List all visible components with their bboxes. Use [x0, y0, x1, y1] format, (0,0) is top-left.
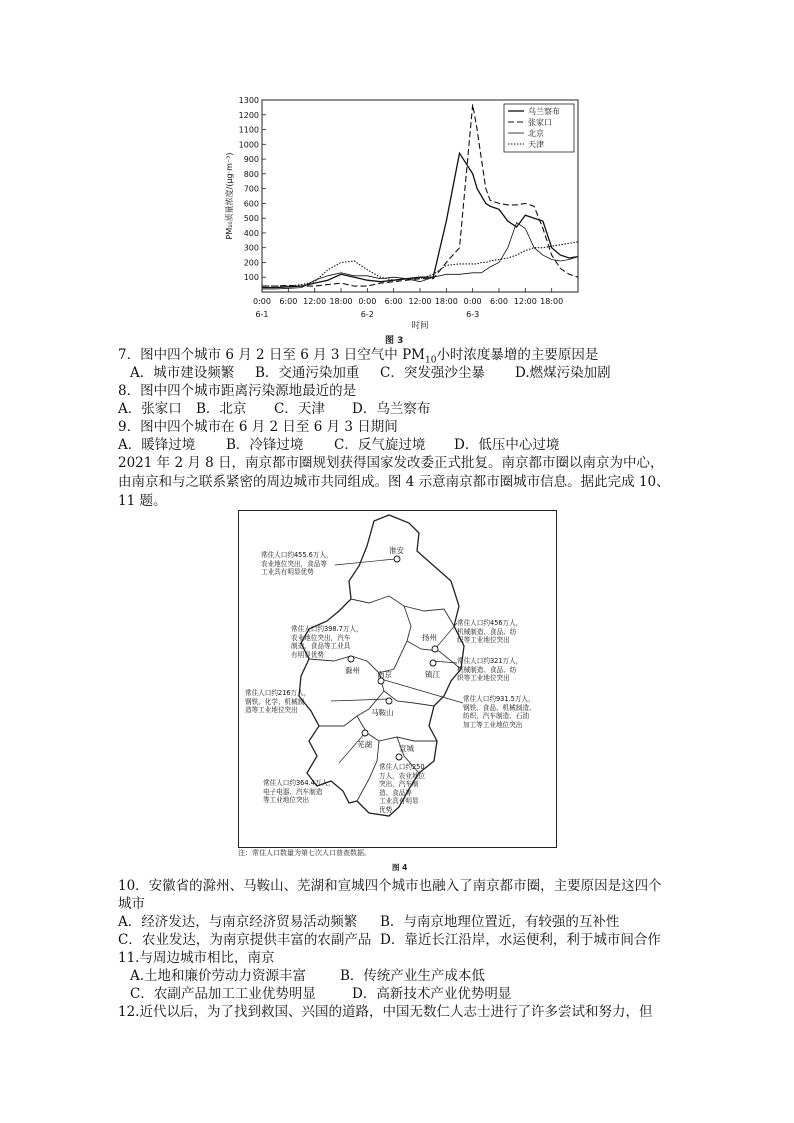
annotation-line: 织等工业地位突出 — [457, 674, 510, 682]
question-9-option-b[interactable]: B．冷锋过境 — [226, 437, 304, 453]
x-tick-label: 0:00 — [358, 297, 377, 306]
city-label-yangzhou: 扬州 — [422, 633, 437, 642]
question-10-option-b[interactable]: B．与南京地理位置近，有较强的互补性 — [380, 914, 620, 930]
city-label-xuancheng: 宣城 — [399, 744, 414, 753]
x-tick-label: 12:00 — [513, 297, 537, 306]
annotation-line: 纺织、汽车制造、石油 — [463, 712, 529, 720]
question-8-option-b[interactable]: B．北京 — [196, 401, 247, 417]
question-8-options — [118, 400, 430, 418]
annotation-line: 农业地位突出，食品等 — [261, 559, 327, 568]
date-label: 6-2 — [360, 310, 374, 319]
question-11-option-c[interactable]: C．农副产品加工工业优势明显 — [130, 986, 316, 1002]
annotation-line: 常住人口约216万人， — [245, 689, 311, 697]
annotation-yangzhou — [457, 619, 522, 645]
city-label-zhenjiang: 镇江 — [425, 670, 440, 679]
annotation-line: 优势 — [379, 805, 393, 814]
question-11-options-row-1 — [130, 967, 485, 985]
intro-line-1: 2021 年 2 月 8 日，南京都市圈规划获得国家发改委正式批复。南京都市圈以南京为中心， — [118, 455, 664, 471]
pm10-line-chart — [220, 92, 592, 332]
y-tick-label: 600 — [243, 199, 259, 209]
question-7-option-b[interactable]: B．交通污染加重 — [255, 365, 360, 381]
legend-label: 乌兰察布 — [528, 107, 560, 116]
annotation-xuancheng — [379, 763, 425, 814]
question-10-options-row-2 — [118, 931, 661, 949]
question-7-option-a[interactable]: A．城市建设频繁 — [130, 365, 235, 381]
question-7-options — [130, 364, 611, 382]
annotation-line: 常住人口约398.7万人， — [291, 625, 363, 633]
y-tick-label: 400 — [243, 228, 259, 238]
figure-3-caption: 图 3 — [385, 336, 404, 346]
annotation-line: 常住人口约364.4万人， — [263, 779, 335, 787]
annotation-line: 电子电器、汽车制造 — [263, 787, 323, 796]
annotation-line: 制造、食品等工业具 — [291, 642, 351, 650]
y-tick-label: 1200 — [238, 110, 259, 120]
city-label-chuzhou: 滁州 — [345, 666, 360, 675]
intro-line-2: 由南京和与之联系紧密的周边城市共同组成。图 4 示意南京都市圈城市信息。据此完成 10、 — [118, 474, 670, 490]
question-7-stem-tail: 小时浓度暴增的主要原因是 — [436, 347, 599, 363]
annotation-wuhu — [263, 779, 335, 805]
question-11-option-d[interactable]: D．高新技术产业优势明显 — [352, 986, 512, 1002]
question-10-option-d[interactable]: D．靠近长江沿岸，水运便利，利于城市间合作 — [380, 932, 661, 948]
y-tick-label: 700 — [243, 184, 259, 194]
question-11-stem: 11.与周边城市相比，南京 — [118, 950, 275, 966]
question-10-options-row-1 — [118, 913, 619, 931]
figure-4-caption: 图 4 — [392, 863, 408, 872]
date-label: 6-1 — [255, 310, 269, 319]
y-tick-label: 1300 — [238, 96, 259, 105]
question-8-option-a[interactable]: A．张家口 — [118, 401, 182, 417]
question-9-option-a[interactable]: A．暖锋过境 — [118, 437, 196, 453]
x-tick-label: 12:00 — [303, 297, 327, 306]
y-axis-title: PM₁₀质量浓度/(μg·m⁻³) — [225, 152, 234, 240]
legend-label: 北京 — [528, 129, 544, 138]
question-9-stem: 9．图中四个城市在 6 月 2 日至 6 月 3 日期间 — [118, 419, 398, 435]
y-tick-label: 500 — [243, 214, 259, 224]
y-tick-label: 200 — [243, 258, 259, 268]
y-tick-label: 100 — [243, 273, 259, 283]
series-line-0 — [262, 153, 578, 287]
question-10-stem-line-2: 城市 — [118, 896, 145, 912]
figure-4-note: 注：常住人口数量为第七次人口普查数据。 — [238, 849, 371, 857]
question-10-stem-line-1: 10．安徽省的滁州、马鞍山、芜湖和宣城四个城市也融入了南京都市圈，主要原因是这四个 — [118, 878, 662, 894]
annotation-line: 钢铁、化学、机械制 — [245, 697, 305, 706]
question-7-option-c[interactable]: C．突发强沙尘暴 — [380, 365, 485, 381]
question-8-option-c[interactable]: C．天津 — [274, 401, 325, 417]
annotation-line: 织等工业地位突出 — [457, 636, 510, 644]
annotation-line: 常住人口约456万人， — [457, 619, 523, 627]
legend-label: 张家口 — [528, 118, 552, 127]
annotation-line: 等工业地位突出 — [263, 796, 310, 804]
annotation-line: 常住人口约931.5万人， — [463, 695, 535, 703]
annotation-nanjing — [463, 695, 536, 729]
question-10-option-a[interactable]: A．经济发达，与南京经济贸易活动频繁 — [118, 914, 358, 930]
intro-paragraph — [118, 454, 678, 511]
city-label-wuhu: 芜湖 — [357, 740, 372, 749]
annotation-line: 钢铁、食品、机械制造、 — [463, 703, 536, 712]
legend-label: 天津 — [528, 140, 544, 149]
annotation-line: 农业地位突出，汽车 — [291, 633, 351, 642]
annotation-line: 机械制造、食品、纺 — [457, 665, 517, 674]
annotation-chuzhou — [291, 625, 363, 659]
x-tick-label: 6:00 — [490, 297, 508, 306]
question-7-subscript: 10 — [424, 355, 437, 366]
y-tick-label: 1100 — [238, 125, 259, 135]
annotation-line: 常住人口约250 — [379, 763, 425, 771]
x-tick-label: 18:00 — [434, 297, 458, 306]
annotation-line: 加工等工业地位突出 — [463, 720, 523, 729]
y-tick-label: 900 — [243, 155, 259, 165]
series-line-2 — [262, 223, 578, 289]
annotation-line: 工业具有明显优势 — [261, 568, 314, 576]
question-11-options-row-2 — [130, 985, 511, 1003]
date-label: 6-3 — [466, 310, 480, 319]
annotation-line: 常住人口约455.6万人， — [261, 551, 333, 559]
question-9-option-c[interactable]: C．反气旋过境 — [334, 437, 426, 453]
question-8-option-d[interactable]: D．乌兰察布 — [352, 401, 431, 417]
question-12-stem: 12.近代以后，为了找到救国、兴国的道路，中国无数仁人志士进行了许多尝试和努力，但 — [118, 1004, 653, 1020]
annotation-line: 工业具有明显 — [379, 797, 419, 805]
question-11-option-b[interactable]: B．传统产业生产成本低 — [340, 968, 485, 984]
x-tick-label: 12:00 — [408, 297, 432, 306]
x-tick-label: 6:00 — [384, 297, 403, 306]
annotation-line: 万人，农业地位 — [379, 771, 426, 780]
x-tick-label: 18:00 — [329, 297, 353, 306]
question-9-option-d[interactable]: D．低压中心过境 — [454, 437, 560, 453]
annotation-line: 机械制造、食品、纺 — [457, 627, 517, 636]
series-line-3 — [262, 242, 578, 286]
question-7-stem-text: 7．图中四个城市 6 月 2 日至 6 月 3 日空气中 PM — [118, 347, 425, 363]
x-tick-label: 0:00 — [463, 297, 482, 306]
question-10-option-c[interactable]: C．农业发达，为南京提供丰富的农副产品 — [118, 932, 372, 948]
question-8-stem: 8．图中四个城市距离污染源地最近的是 — [118, 383, 357, 399]
intro-line-3: 11 题。 — [118, 493, 167, 509]
x-tick-label: 6:00 — [279, 297, 298, 306]
y-tick-label: 300 — [243, 243, 259, 253]
y-tick-label: 800 — [243, 169, 259, 179]
x-tick-label: 0:00 — [253, 297, 271, 306]
annotation-line: 常住人口约321万人， — [457, 657, 523, 665]
question-7-option-d[interactable]: D.燃煤污染加剧 — [515, 365, 611, 381]
annotation-line: 有明显优势 — [291, 650, 324, 659]
question-9-options — [118, 436, 559, 454]
annotation-line: 造、食品等 — [379, 788, 412, 797]
annotation-huaian — [261, 551, 333, 577]
question-11-option-a[interactable]: A.土地和廉价劳动力资源丰富 — [130, 968, 307, 984]
city-label-nanjing: 南京 — [377, 670, 392, 679]
x-tick-label: 18:00 — [540, 297, 564, 306]
annotation-zhenjiang — [457, 657, 522, 683]
annotation-maanshan — [245, 689, 310, 715]
annotation-line: 突出，汽车制 — [379, 780, 419, 788]
y-tick-label: 1000 — [238, 140, 259, 150]
nanjing-metropolitan-map — [238, 510, 557, 848]
city-label-huaian: 淮安 — [389, 546, 404, 555]
city-label-maanshan: 马鞍山 — [371, 708, 394, 717]
x-axis-title: 时间 — [411, 321, 429, 331]
annotation-line: 造等工业地位突出 — [245, 706, 298, 714]
